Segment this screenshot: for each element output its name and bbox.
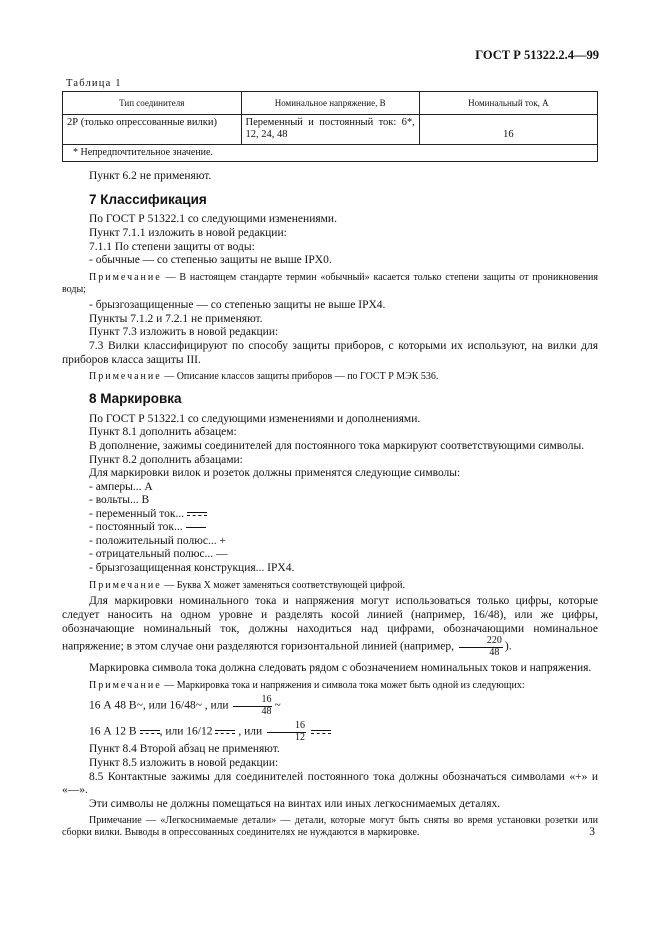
list-item: - амперы... А	[89, 480, 153, 493]
paragraph: Пункт 8.2 дополнить абзацами:	[89, 453, 243, 466]
paragraph: 7.3 Вилки классифицируют по способу защиты приборов, с которыми их используют, на вилки для приборов класса защиты III.	[62, 340, 598, 366]
table-header-row	[63, 92, 598, 115]
list-item: - вольты... В	[89, 494, 150, 507]
paragraph: Для маркировки вилок и розеток должны применятся следующие символы:	[89, 467, 461, 480]
section-heading: 8 Маркировка	[89, 390, 182, 406]
fraction: $\frac{220}{48}$	[459, 636, 503, 658]
list-item: - брызгозащищенные — со степенью защиты не выше IPX4.	[89, 299, 386, 312]
dc-symbol-icon	[187, 510, 207, 518]
paragraph: Для маркировки номинального тока и напряжения могут использоваться только цифры, которые следует наносить на одном уровне и разделять косой линией (например, 16/48), или же цифры, обозначающие номинальный ток, должны находиться над цифрами, обозначающими номинальное напряжение; в этом случае они разделяются горизонтальной линией (например, $\frac{220}{48}$ ).	[62, 595, 598, 658]
paragraph: Пункт 8.5 изложить в новой редакции:	[89, 757, 279, 770]
marking-example: 16 А 12 В , или 16/12 , или $\frac{16}{12}$	[62, 721, 598, 743]
note-label: Примечание	[89, 271, 162, 283]
list-item: - отрицательный полюс... —	[89, 548, 228, 561]
table-footnote-row	[63, 144, 598, 161]
standard-number: ГОСТ Р 51322.2.4—99	[475, 48, 599, 62]
paragraph: Пункт 8.1 дополнить абзацем:	[89, 426, 237, 439]
page-number: 3	[589, 826, 595, 838]
note-text: — Описание классов защиты приборов — по ГОСТ Р МЭК 536.	[161, 371, 439, 383]
paragraph: 7.1.1 По степени защиты от воды:	[89, 240, 255, 253]
fraction: $\frac{16}{48}$	[233, 695, 272, 717]
note	[62, 680, 598, 692]
dc-symbol-icon	[215, 728, 235, 736]
document-body	[62, 170, 598, 843]
note-text: — В настоящем стандарте термин «обычный» касается только степени защиты от проникновения воды;	[62, 271, 598, 295]
paragraph: Пункт 7.3 изложить в новой редакции:	[89, 326, 279, 339]
dc-symbol-icon	[311, 728, 331, 736]
section-heading: 7 Классификация	[89, 191, 207, 207]
table-caption: Таблица 1	[66, 78, 122, 89]
line-symbol-icon	[186, 527, 206, 528]
list-item: - положительный полюс... +	[89, 534, 226, 547]
table-cell: 2Р (только опрессованные вилки)	[63, 115, 242, 145]
note-text: — Маркировка тока и напряжения и символа тока может быть одной из следующих:	[161, 679, 525, 691]
note-label: Примечание	[89, 679, 162, 691]
note	[62, 580, 598, 592]
paragraph: По ГОСТ Р 51322.1 со следующими изменениями.	[89, 213, 337, 226]
table-footnote: * Непредпочтительное значение.	[63, 144, 598, 161]
table-1	[62, 91, 598, 162]
table-cell: 16	[419, 115, 597, 145]
note-label: Примечание	[89, 579, 162, 591]
dc-symbol-icon	[140, 728, 160, 736]
list-item: - переменный ток...	[62, 508, 598, 522]
note-text: — Буква Х может заменяться соответствующей цифрой.	[161, 579, 405, 591]
list-item: - брызгозащищенная конструкция... IPX4.	[89, 562, 295, 575]
list-item: - постоянный ток...	[62, 521, 598, 535]
paragraph: В дополнение, зажимы соединителей для постоянного тока маркируют соответствующими символы.	[89, 439, 585, 452]
paragraph: 8.5 Контактные зажимы для соединителей постоянного тока должны обозначаться символами «+» и «—».	[62, 770, 598, 797]
paragraph: Эти символы не должны помещаться на винтах или иных легкоснимаемых деталях.	[89, 797, 501, 810]
table-col-header: Номинальное напряжение, В	[241, 92, 419, 115]
note: Примечание — «Легкоснимаемые детали» — детали, которые могут быть сняты во время установки розетки или сборки вилки. Выводы в опрессованных соединителях не нуждаются в маркировке.	[62, 815, 598, 839]
table-col-header: Номинальный ток, А	[419, 92, 597, 115]
paragraph: Пункт 6.2 не применяют.	[89, 170, 212, 182]
paragraph: Пункт 7.1.1 изложить в новой редакции:	[89, 227, 287, 240]
paragraph: Маркировка символа тока должна следовать рядом с обозначением номинальных токов и напряжения.	[89, 662, 592, 675]
note-label: Примечание	[89, 371, 162, 383]
table-row	[63, 115, 598, 145]
fraction: $\frac{16}{12}$	[267, 721, 306, 743]
table-col-header: Тип соединителя	[63, 92, 242, 115]
table-cell: Переменный и постоянный ток: 6*, 12, 24, 48	[241, 115, 419, 145]
paragraph: Пункты 7.1.2 и 7.2.1 не применяют.	[89, 312, 263, 325]
marking-example: 16 А 48 В~, или 16/48~ , или $\frac{16}{48}$ ~	[89, 694, 281, 717]
paragraph: Пункт 8.4 Второй абзац не применяют.	[89, 743, 280, 756]
list-item: - обычные — со степенью защиты не выше IPX0.	[89, 254, 332, 267]
note	[62, 371, 598, 383]
note	[62, 272, 598, 296]
paragraph: По ГОСТ Р 51322.1 со следующими изменениями и дополнениями.	[89, 412, 421, 425]
